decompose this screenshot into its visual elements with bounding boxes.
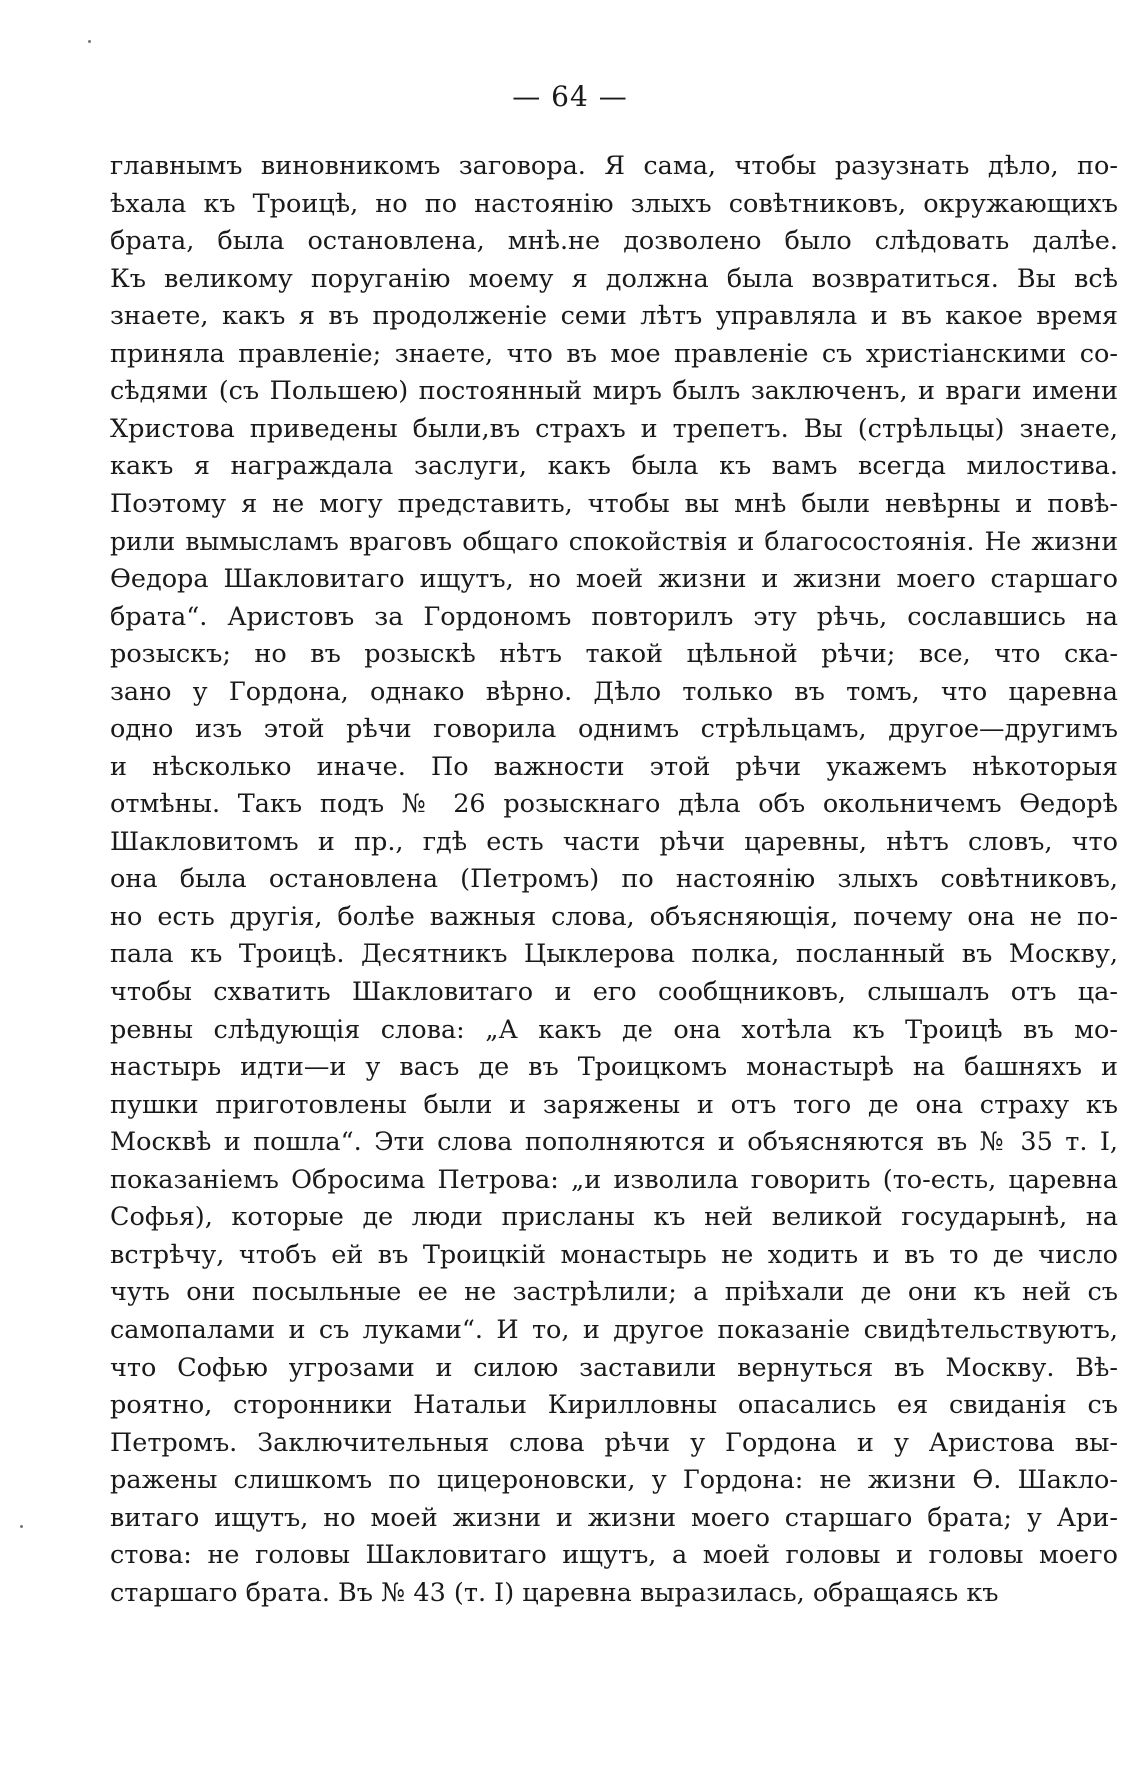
text-line: показаніемъ Обросима Петрова: „и изволила говорить (то-есть, царевна [110,1164,1118,1195]
text-line: самопалами и съ луками“. И то, и другое показаніе свидѣтельствуютъ, [110,1314,1118,1345]
text-line: встрѣчу, чтобъ ей въ Троицкій монастырь не ходить и въ то де число [110,1239,1118,1270]
text-line: отмѣны. Такъ подъ № 26 розыскнаго дѣла объ окольничемъ Ѳедорѣ [110,789,1118,820]
text-line: Ѳедора Шакловитаго ищутъ, но моей жизни и жизни моего старшаго [110,564,1118,595]
paper-speck [20,1525,23,1528]
text-line: ревны слѣдующія слова: „А какъ де она хотѣла къ Троицѣ въ мо- [110,1014,1118,1045]
body-text [110,148,1118,1612]
text-line: пушки приготовлены были и заряжены и отъ того де она страху къ [110,1089,1118,1120]
text-line: и нѣсколько иначе. По важности этой рѣчи укажемъ нѣкоторыя [110,751,1118,782]
text-line: Христова приведены были,въ страхъ и трепетъ. Вы (стрѣльцы) знаете, [110,413,1118,444]
text-line: она была остановлена (Петромъ) по настоянію злыхъ совѣтниковъ, [110,864,1118,895]
text-line: какъ я награждала заслуги, какъ была къ вамъ всегда милостива. [110,451,1118,482]
text-line: стова: не головы Шакловитаго ищутъ, а моей головы и головы моего [110,1540,1118,1571]
text-line: брата, была остановлена, мнѣ.не дозволено было слѣдовать далѣе. [110,226,1118,257]
text-line: пала къ Троицѣ. Десятникъ Цыклерова полка, посланный въ Москву, [110,939,1118,970]
text-line: чуть они посыльные ее не застрѣлили; а пріѣхали де они къ ней съ [110,1277,1118,1308]
text-line: Петромъ. Заключительныя слова рѣчи у Гордона и у Аристова вы- [110,1427,1118,1458]
text-line: знаете, какъ я въ продолженіе семи лѣтъ управляла и въ какое время [110,301,1118,332]
text-line: приняла правленіе; знаете, что въ мое правленіе съ христіанскими со- [110,338,1118,369]
text-line: сѣдями (съ Польшею) постоянный миръ былъ заключенъ, и враги имени [110,376,1118,407]
text-line: Къ великому поруганію моему я должна была возвратиться. Вы всѣ [110,263,1118,294]
text-line: ражены слишкомъ по цицероновски, у Гордона: не жизни Ѳ. Шакло- [110,1465,1118,1496]
text-line: витаго ищутъ, но моей жизни и жизни моего старшаго брата; у Ари- [110,1502,1118,1533]
text-line: рили вымысламъ враговъ общаго спокойствія и благосостоянія. Не жизни [110,527,1118,557]
text-line: Москвѣ и пошла“. Эти слова пополняются и объясняются въ № 35 т. I, [110,1127,1118,1158]
text-line: но есть другія, болѣе важныя слова, объясняющія, почему она не по- [110,901,1118,932]
text-line: розыскъ; но въ розыскѣ нѣтъ такой цѣльной рѣчи; все, что ска- [110,639,1118,670]
paper-speck [88,40,91,43]
text-line: чтобы схватить Шакловитаго и его сообщниковъ, слышалъ отъ ца- [110,977,1118,1008]
text-line: зано у Гордона, однако вѣрно. Дѣло только въ томъ, что царевна [110,676,1118,707]
text-line: брата“. Аристовъ за Гордономъ повторилъ эту рѣчь, сославшись на [110,601,1118,632]
text-line: Поэтому я не могу представить, чтобы вы мнѣ были невѣрны и повѣ- [110,488,1118,519]
text-line: одно изъ этой рѣчи говорила однимъ стрѣльцамъ, другое—другимъ [110,714,1118,745]
text-line: роятно, сторонники Натальи Кирилловны опасались ея свиданія съ [110,1390,1118,1421]
text-line: Софья), которые де люди присланы къ ней великой государынѣ, на [110,1202,1118,1233]
text-line: главнымъ виновникомъ заговора. Я сама, чтобы разузнать дѣло, по- [110,151,1118,181]
text-line: ѣхала къ Троицѣ, но по настоянію злыхъ совѣтниковъ, окружающихъ [110,188,1118,219]
page-number: — 64 — [512,80,628,113]
text-line: старшаго брата. Въ № 43 (т. I) царевна выразилась, обращаясь къ [110,1577,999,1608]
text-line: что Софью угрозами и силою заставили вернуться въ Москву. Вѣ- [110,1352,1118,1383]
text-line: Шакловитомъ и пр., гдѣ есть части рѣчи царевны, нѣтъ словъ, что [110,826,1118,857]
text-line: настырь идти—и у васъ де въ Троицкомъ монастырѣ на башняхъ и [110,1052,1118,1083]
